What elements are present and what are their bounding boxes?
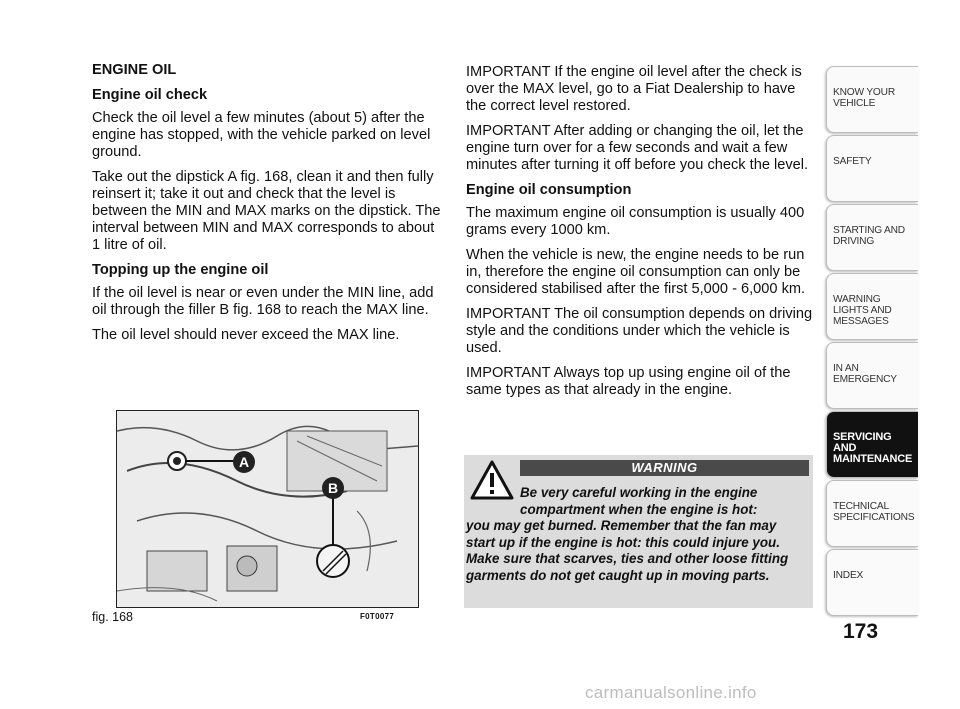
warning-text bbox=[466, 485, 806, 584]
watermark: carmanualsonline.info bbox=[585, 683, 757, 702]
callout-b-label: B bbox=[327, 480, 339, 496]
callout-a bbox=[233, 451, 255, 473]
page-number: 173 bbox=[843, 620, 879, 643]
nav-tab-technical-specifications[interactable]: TECHNICAL SPECIFICATIONS bbox=[826, 480, 918, 547]
nav-tab-warning-lights[interactable]: WARNING LIGHTS AND MESSAGES bbox=[826, 273, 918, 340]
engine-bay-figure bbox=[116, 410, 419, 608]
nav-tab-know-your-vehicle[interactable]: KNOW YOUR VEHICLE bbox=[826, 66, 918, 133]
engine-oil-check-heading: Engine oil check bbox=[92, 87, 208, 103]
paragraph: When the vehicle is new, the engine needs to be run in, therefore the engine oil consumption can only be considered stabilised after the first 5,000 - 6,000 km. bbox=[466, 247, 806, 297]
nav-tab-in-an-emergency[interactable]: IN AN EMERGENCY bbox=[826, 342, 918, 409]
section-title: ENGINE OIL bbox=[92, 62, 177, 78]
nav-tab-servicing-and-maintenance[interactable]: SERVICING AND MAINTENANCE bbox=[826, 411, 918, 478]
important-note: IMPORTANT Always top up using engine oil of the same types as that already in the engine. bbox=[466, 365, 791, 398]
oil-consumption-heading: Engine oil consumption bbox=[466, 182, 632, 198]
warning-header: WARNING bbox=[520, 460, 809, 476]
nav-tab-starting-and-driving[interactable]: STARTING AND DRIVING bbox=[826, 204, 918, 271]
chapter-nav bbox=[826, 66, 918, 618]
nav-tab-index[interactable]: INDEX bbox=[826, 549, 918, 616]
paragraph: If the oil level is near or even under the MIN line, add oil through the filler B fig. 168 to reach the MAX line. bbox=[92, 285, 434, 318]
important-note: IMPORTANT After adding or changing the oil, let the engine turn over for a few seconds and wait a few minutes after turning it off before you check the level. bbox=[466, 123, 809, 173]
engine-illustration bbox=[117, 411, 418, 607]
paragraph: Take out the dipstick A fig. 168, clean it and then fully reinsert it; take it out and check that the level is between the MIN and MAX marks on the dipstick. The interval between MIN and MAX corresponds to about 1 litre of oil. bbox=[92, 169, 441, 253]
left-column bbox=[92, 62, 442, 352]
topping-up-heading: Topping up the engine oil bbox=[92, 262, 269, 278]
warning-text-lead: Be very careful working in the engine compartment when the engine is hot: bbox=[520, 485, 758, 517]
important-note: IMPORTANT If the engine oil level after the check is over the MAX level, go to a Fiat Dealership to have the correct level restored. bbox=[466, 64, 802, 114]
nav-tab-safety[interactable]: SAFETY bbox=[826, 135, 918, 202]
callout-a-label: A bbox=[238, 454, 250, 470]
callout-b bbox=[322, 477, 344, 499]
figure-code: F0T0077 bbox=[360, 612, 395, 621]
paragraph: The maximum engine oil consumption is usually 400 grams every 1000 km. bbox=[466, 205, 805, 238]
paragraph: The oil level should never exceed the MAX line. bbox=[92, 327, 400, 343]
right-column bbox=[466, 64, 816, 407]
important-note: IMPORTANT The oil consumption depends on driving style and the conditions under which the vehicle is used. bbox=[466, 306, 813, 356]
paragraph: Check the oil level a few minutes (about 5) after the engine has stopped, with the vehicle parked on level ground. bbox=[92, 110, 431, 160]
figure-caption: fig. 168 bbox=[92, 610, 134, 624]
warning-text-rest: you may get burned. Remember that the fan may start up if the engine is hot: this could injure you. Make sure that scarves, ties and other loose fitting garments do not get caught up in moving parts. bbox=[466, 518, 789, 583]
